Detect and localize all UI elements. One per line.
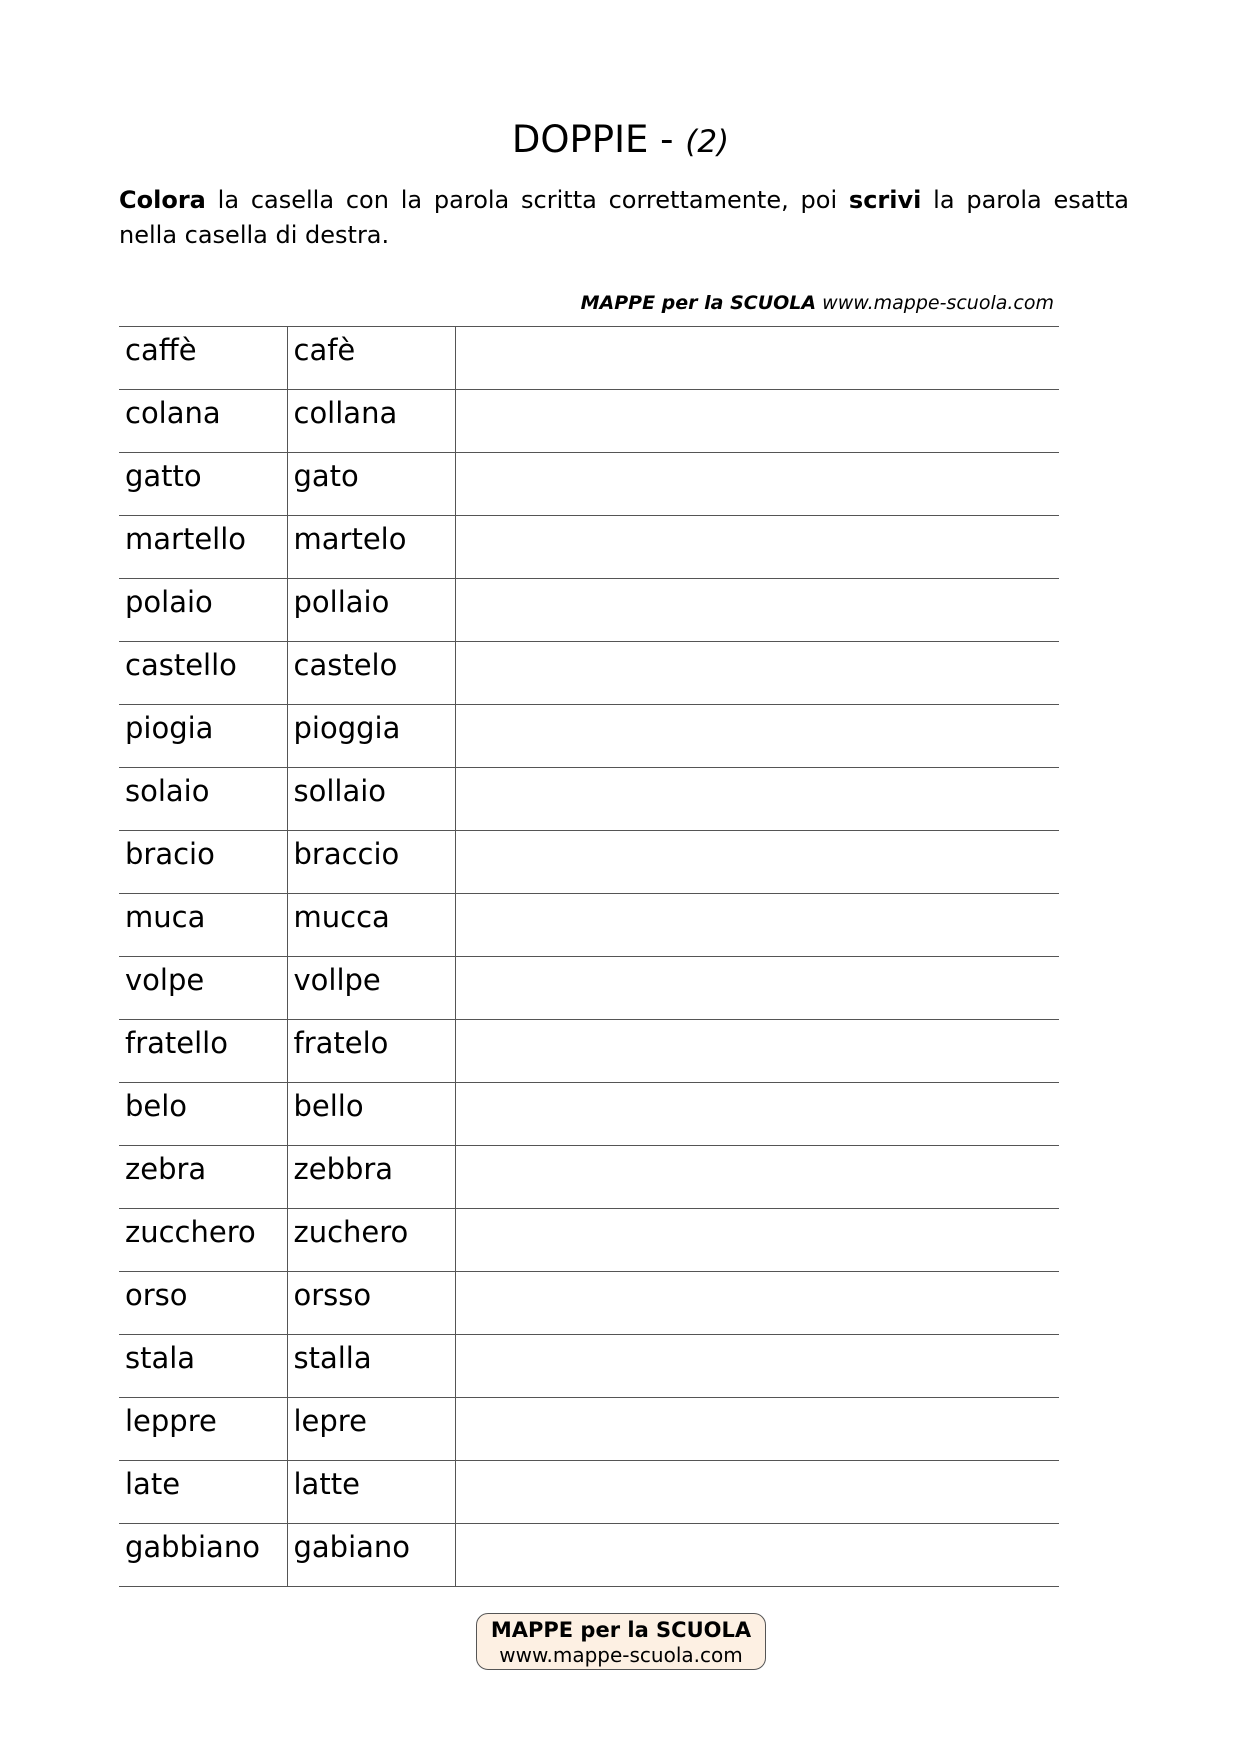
table-row — [119, 327, 1059, 390]
answer-cell[interactable] — [455, 705, 1059, 768]
title-text: DOPPIE — [511, 118, 649, 161]
answer-cell[interactable] — [455, 390, 1059, 453]
table-row — [119, 831, 1059, 894]
answer-cell[interactable] — [455, 516, 1059, 579]
instructions — [119, 183, 1129, 253]
option-b-cell[interactable]: pioggia — [287, 705, 455, 768]
answer-cell[interactable] — [455, 1146, 1059, 1209]
table-row — [119, 1209, 1059, 1272]
answer-cell[interactable] — [455, 894, 1059, 957]
option-b-cell[interactable]: zuchero — [287, 1209, 455, 1272]
option-b-cell[interactable]: vollpe — [287, 957, 455, 1020]
option-b-cell[interactable]: orsso — [287, 1272, 455, 1335]
option-a-cell[interactable]: caffè — [119, 327, 287, 390]
option-a-cell[interactable]: stala — [119, 1335, 287, 1398]
option-a-cell[interactable]: belo — [119, 1083, 287, 1146]
answer-cell[interactable] — [455, 1524, 1059, 1587]
instruction-text-2: la parola esatta nella casella di destra. — [119, 186, 1129, 249]
option-b-cell[interactable]: gabiano — [287, 1524, 455, 1587]
table-row — [119, 1524, 1059, 1587]
option-b-cell[interactable]: braccio — [287, 831, 455, 894]
table-row — [119, 894, 1059, 957]
title-number: (2) — [685, 124, 730, 160]
option-b-cell[interactable]: pollaio — [287, 579, 455, 642]
table-row — [119, 453, 1059, 516]
table-row — [119, 516, 1059, 579]
answer-cell[interactable] — [455, 1272, 1059, 1335]
table-row — [119, 1335, 1059, 1398]
option-a-cell[interactable]: gatto — [119, 453, 287, 516]
title-suffix: - — [648, 118, 686, 161]
option-a-cell[interactable]: fratello — [119, 1020, 287, 1083]
option-b-cell[interactable]: latte — [287, 1461, 455, 1524]
option-b-cell[interactable]: cafè — [287, 327, 455, 390]
answer-cell[interactable] — [455, 1083, 1059, 1146]
option-a-cell[interactable]: leppre — [119, 1398, 287, 1461]
option-a-cell[interactable]: martello — [119, 516, 287, 579]
answer-cell[interactable] — [455, 327, 1059, 390]
answer-cell[interactable] — [455, 957, 1059, 1020]
instruction-verb-scrivi: scrivi — [848, 186, 922, 214]
table-row — [119, 1146, 1059, 1209]
answer-cell[interactable] — [455, 579, 1059, 642]
option-a-cell[interactable]: zucchero — [119, 1209, 287, 1272]
table-row — [119, 705, 1059, 768]
table-row — [119, 642, 1059, 705]
option-a-cell[interactable]: colana — [119, 390, 287, 453]
option-a-cell[interactable]: bracio — [119, 831, 287, 894]
option-a-cell[interactable]: zebra — [119, 1146, 287, 1209]
option-a-cell[interactable]: late — [119, 1461, 287, 1524]
table-row — [119, 390, 1059, 453]
answer-cell[interactable] — [455, 1398, 1059, 1461]
option-b-cell[interactable]: sollaio — [287, 768, 455, 831]
credit-url: www.mappe-scuola.com — [822, 292, 1054, 314]
answer-cell[interactable] — [455, 453, 1059, 516]
answer-cell[interactable] — [455, 1335, 1059, 1398]
footer-badge — [476, 1613, 766, 1670]
answer-cell[interactable] — [455, 1020, 1059, 1083]
instruction-text-1: la casella con la parola scritta correttamente, poi — [205, 186, 849, 214]
option-b-cell[interactable]: bello — [287, 1083, 455, 1146]
option-b-cell[interactable]: castelo — [287, 642, 455, 705]
option-b-cell[interactable]: gato — [287, 453, 455, 516]
table-row — [119, 957, 1059, 1020]
option-b-cell[interactable]: zebbra — [287, 1146, 455, 1209]
option-a-cell[interactable]: piogia — [119, 705, 287, 768]
option-b-cell[interactable]: collana — [287, 390, 455, 453]
table-row — [119, 768, 1059, 831]
answer-cell[interactable] — [455, 1461, 1059, 1524]
footer-brand: MAPPE per la SCUOLA — [490, 1618, 752, 1642]
answer-cell[interactable] — [455, 1209, 1059, 1272]
table-row — [119, 1461, 1059, 1524]
option-a-cell[interactable]: solaio — [119, 768, 287, 831]
footer-url: www.mappe-scuola.com — [499, 1643, 743, 1667]
table-row — [119, 1272, 1059, 1335]
credit-line — [119, 291, 1054, 315]
option-a-cell[interactable]: polaio — [119, 579, 287, 642]
option-b-cell[interactable]: fratelo — [287, 1020, 455, 1083]
option-a-cell[interactable]: muca — [119, 894, 287, 957]
instruction-verb-colora: Colora — [119, 186, 206, 214]
table-row — [119, 1398, 1059, 1461]
word-table — [119, 326, 1059, 1587]
option-b-cell[interactable]: mucca — [287, 894, 455, 957]
table-row — [119, 1083, 1059, 1146]
option-a-cell[interactable]: gabbiano — [119, 1524, 287, 1587]
page-title — [0, 118, 1241, 164]
option-a-cell[interactable]: orso — [119, 1272, 287, 1335]
option-a-cell[interactable]: volpe — [119, 957, 287, 1020]
credit-brand: MAPPE per la SCUOLA — [580, 292, 817, 314]
option-b-cell[interactable]: lepre — [287, 1398, 455, 1461]
table-row — [119, 579, 1059, 642]
answer-cell[interactable] — [455, 831, 1059, 894]
option-b-cell[interactable]: stalla — [287, 1335, 455, 1398]
table-row — [119, 1020, 1059, 1083]
option-a-cell[interactable]: castello — [119, 642, 287, 705]
answer-cell[interactable] — [455, 768, 1059, 831]
option-b-cell[interactable]: martelo — [287, 516, 455, 579]
answer-cell[interactable] — [455, 642, 1059, 705]
